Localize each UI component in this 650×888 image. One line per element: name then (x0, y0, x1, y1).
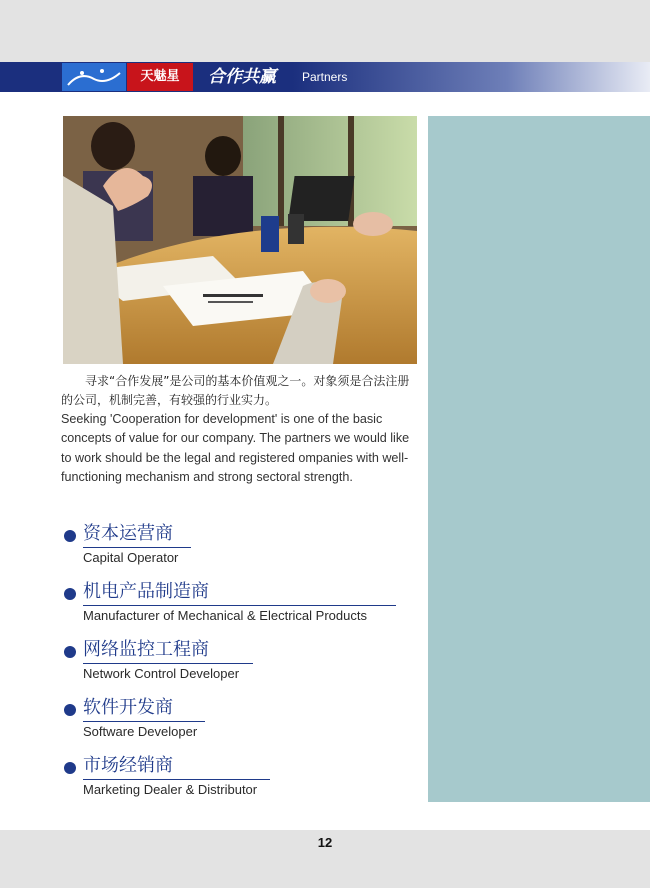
divider (83, 547, 191, 548)
bullet-icon (64, 762, 76, 774)
intro-chinese: 寻求“合作发展”是公司的基本价值观之一。对象须是合法注册的公司，机制完善，有较强的行业实力。 (61, 374, 410, 407)
partner-en: Manufacturer of Mechanical & Electrical Products (83, 608, 367, 623)
logo-mark (62, 63, 126, 91)
partner-en: Marketing Dealer & Distributor (83, 782, 258, 797)
divider (83, 721, 205, 722)
partner-cn: 市场经销商 (83, 755, 173, 776)
page-number: 12 (317, 835, 333, 850)
intro-english: Seeking 'Cooperation for development' is one of the basic concepts of value for our company. The partners we would like to work should be the legal and registered ompanies with well-functioning mechanism and strong sectoral strength. (61, 412, 410, 485)
top-margin (0, 0, 650, 62)
partner-en: Capital Operator (83, 550, 179, 565)
header-banner (0, 62, 650, 92)
divider (83, 663, 253, 664)
divider (83, 779, 270, 780)
partner-cn: 机电产品制造商 (83, 581, 209, 602)
page-subtitle: Partners (302, 70, 348, 84)
bullet-icon (64, 530, 76, 542)
meeting-photo (63, 116, 417, 364)
logo-text: 天魅星 (127, 63, 193, 91)
partner-en: Software Developer (83, 724, 198, 739)
divider (83, 605, 396, 606)
partner-en: Network Control Developer (83, 666, 240, 681)
bullet-icon (64, 646, 76, 658)
partner-cn: 资本运营商 (83, 523, 173, 544)
bullet-icon (64, 704, 76, 716)
partner-cn: 软件开发商 (83, 697, 173, 718)
partner-cn: 网络监控工程商 (83, 639, 209, 660)
page-title: 合作共赢 (208, 67, 276, 87)
teal-panel (428, 116, 650, 802)
bullet-icon (64, 588, 76, 600)
